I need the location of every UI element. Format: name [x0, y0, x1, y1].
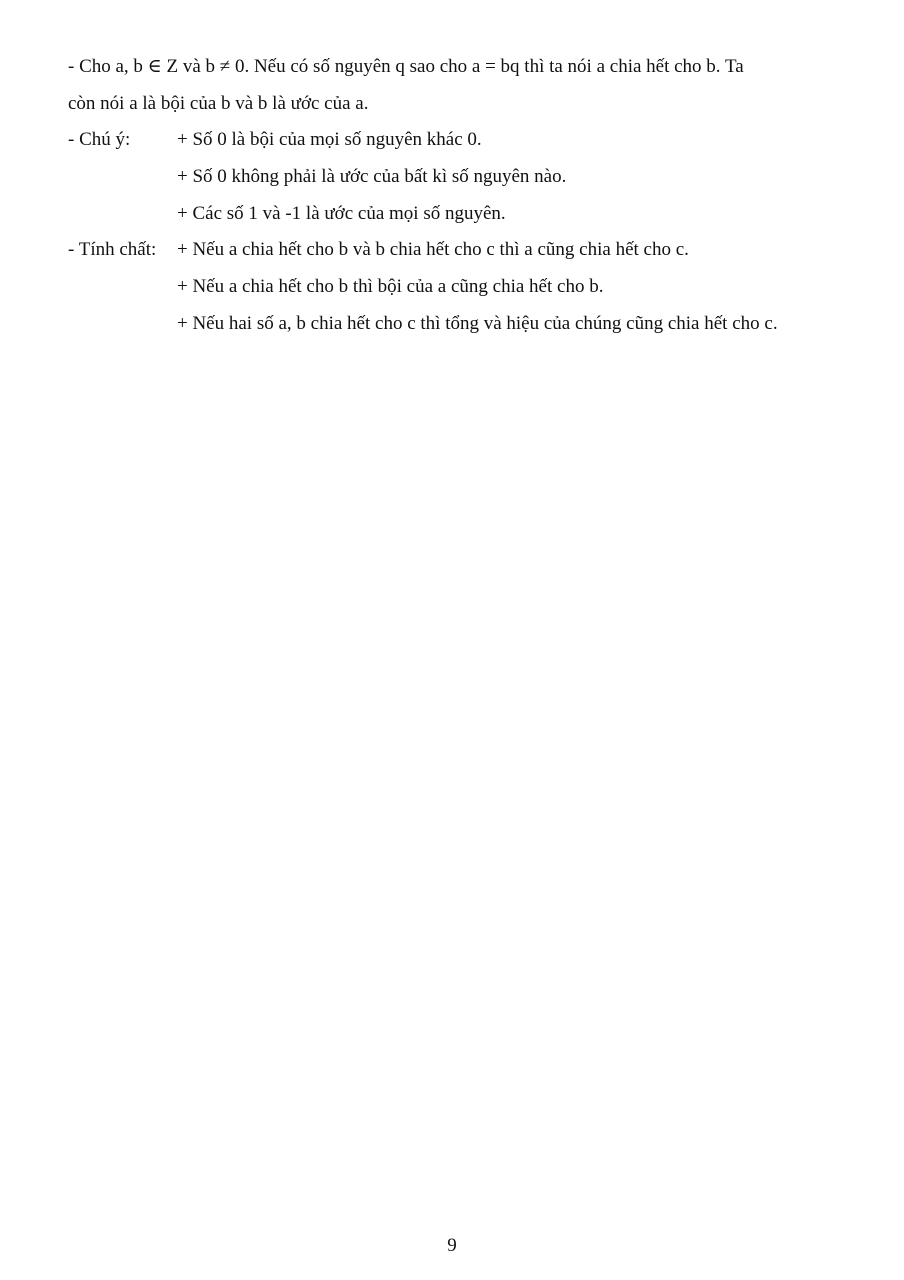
definition-line-1: - Cho a, b ∈ Z và b ≠ 0. Nếu có số nguyên q sao cho a = bq thì ta nói a chia hết cho b. Ta	[68, 56, 744, 77]
properties-label: - Tính chất:	[68, 239, 157, 260]
page-number: 9	[447, 1235, 457, 1256]
property-item-1: + Nếu a chia hết cho b và b chia hết cho c thì a cũng chia hết cho c.	[177, 239, 689, 260]
property-item-2: + Nếu a chia hết cho b thì bội của a cũng chia hết cho b.	[177, 276, 604, 297]
note-item-3: + Các số 1 và -1 là ước của mọi số nguyên.	[177, 203, 506, 224]
note-item-2: + Số 0 không phải là ước của bất kì số nguyên nào.	[177, 166, 567, 187]
note-item-1: + Số 0 là bội của mọi số nguyên khác 0.	[177, 129, 482, 150]
note-label: - Chú ý:	[68, 129, 131, 150]
property-item-3: + Nếu hai số a, b chia hết cho c thì tổng và hiệu của chúng cũng chia hết cho c.	[177, 313, 778, 334]
definition-line-2: còn nói a là bội của b và b là ước của a.	[68, 93, 369, 114]
